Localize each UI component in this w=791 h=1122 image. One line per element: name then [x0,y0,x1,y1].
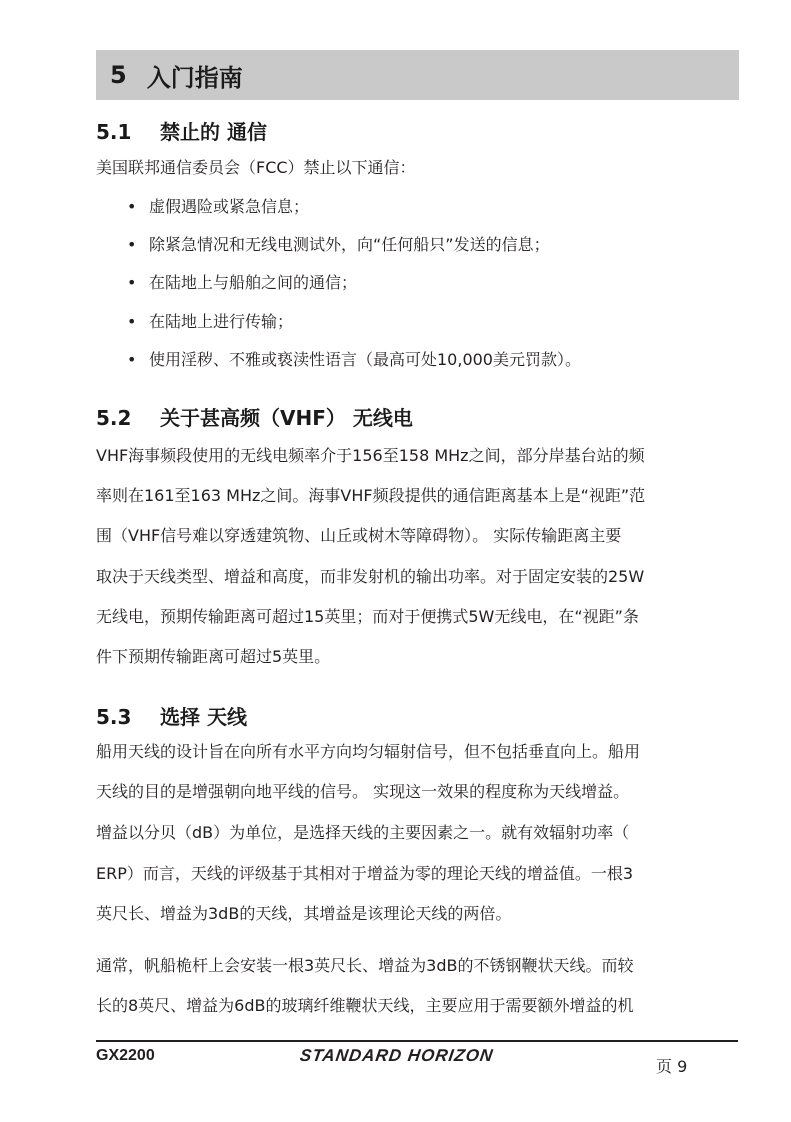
chapter-number: 5 [110,61,127,89]
paragraph-line: 英尺长、增益为3dB的天线，其增益是该理论天线的两倍。 [96,904,512,923]
list-item-text: 在陆地上进行传输； [149,312,294,331]
list-item [127,235,550,255]
paragraph-line: 率则在161至163 MHz之间。海事VHF频段提供的通信距离基本上是“视距”范 [96,486,646,505]
section-heading [96,116,267,145]
paragraph-line: 无线电，预期传输距离可超过15英里；而对于便携式5W无线电，在“视距”条 [96,607,639,626]
chapter-title: 入门指南 [146,63,243,92]
section-title: 关于甚高频（VHF） 无线电 [160,406,413,430]
section-heading [96,402,413,431]
paragraph-line: 件下预期传输距离可超过5英里。 [96,647,331,666]
bullet-icon: • [127,350,137,369]
page-number: 页 9 [656,1057,688,1076]
paragraph-line: 美国联邦通信委员会（FCC）禁止以下通信： [96,158,416,177]
section-title: 选择 天线 [160,705,247,729]
list-item [127,197,309,217]
paragraph-line: 围（VHF信号难以穿透建筑物、山丘或树木等障碍物）。 实际传输距离主要 [96,526,622,545]
list-item [127,273,357,293]
footer-model: GX2200 [96,1047,155,1064]
paragraph-line: 通常，帆船桅杆上会安装一根3英尺长、增益为3dB的不锈钢鞭状天线。而较 [96,956,634,975]
paragraph-line: ERP）而言，天线的评级基于其相对于增益为零的理论天线的增益值。一根3 [96,864,634,883]
bullet-icon: • [127,197,137,216]
paragraph-line: 天线的目的是增强朝向地平线的信号。 实现这一效果的程度称为天线增益。 [96,782,630,801]
chapter-header [96,50,739,100]
section-number: 5.3 [96,705,132,729]
bullet-icon: • [127,312,137,331]
paragraph-line: 取决于天线类型、增益和高度，而非发射机的输出功率。对于固定安装的25W [96,567,645,586]
list-item-text: 除紧急情况和无线电测试外，向“任何船只”发送的信息； [149,235,550,254]
section-title: 禁止的 通信 [160,120,267,144]
list-item-text: 虚假遇险或紧急信息； [149,197,310,216]
paragraph-line: 增益以分贝（dB）为单位，是选择天线的主要因素之一。就有效辐射功率（ [96,823,630,842]
list-item [127,350,581,370]
footer-divider [96,1040,738,1042]
paragraph-line: VHF海事频段使用的无线电频率介于156至158 MHz之间，部分岸基台站的频 [96,446,645,465]
list-item [127,312,293,332]
list-item-text: 使用淫秽、不雅或亵渎性语言（最高可处10,000美元罚款）。 [149,350,581,369]
paragraph-line: 船用天线的设计旨在向所有水平方向均匀辐射信号，但不包括垂直向上。船用 [96,742,641,761]
section-heading [96,701,247,730]
bullet-icon: • [127,235,137,254]
bullet-icon: • [127,273,137,292]
paragraph-line: 长的8英尺、增益为6dB的玻璃纤维鞭状天线，主要应用于需要额外增益的机 [96,996,634,1015]
section-number: 5.2 [96,406,132,430]
list-item-text: 在陆地上与船舶之间的通信； [149,273,358,292]
brand-logo: STANDARD HORIZON [298,1046,495,1065]
section-number: 5.1 [96,120,132,144]
